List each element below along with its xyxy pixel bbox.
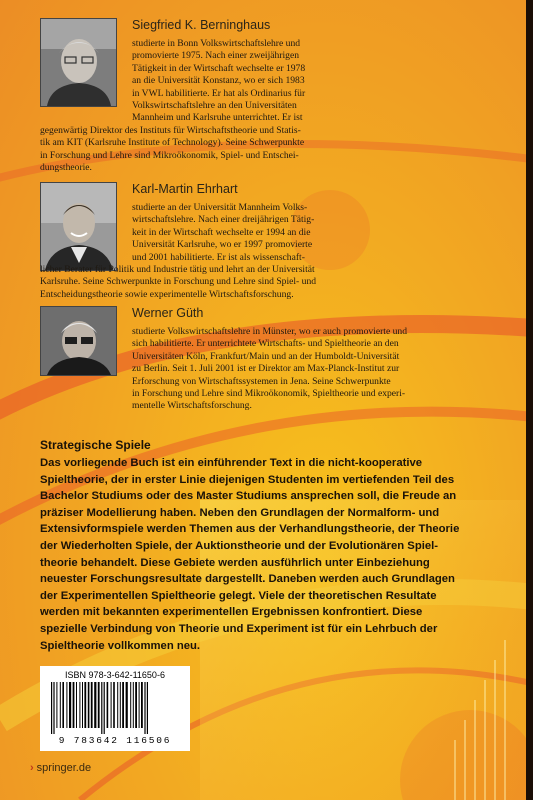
barcode-bar — [84, 682, 86, 728]
author-name: Werner Güth — [132, 306, 204, 320]
barcode-bar — [147, 682, 148, 734]
barcode-bar — [120, 682, 121, 728]
barcode-bar — [104, 682, 105, 734]
barcode-bar — [98, 682, 100, 728]
author-photo — [40, 18, 117, 107]
book-blurb: Das vorliegende Buch ist ein einführender Text in die nicht-kooperative Spieltheorie, der in erster Linie diejenigen Studenten im vertiefenden Teil des Bachelor Studiums oder des Master Studiums ansprechen soll, die Freude an präziser Modellierung haben. Neben den Grundlagen der Normalform- und Extensivformspiele werden Themen aus der Verhandlungstheorie, der Theorie der Wiederholten Spiele, der Auktionstheorie und der Evolutionären Spiel- theorie behandelt. Diese Gebiete werden ausführlich unter Einbeziehung neuester Forschungsresultate dargestellt. Daneben werden auch Grundlagen der Experimentellen Spieltheorie gelegt. Viele der theoretischen Resultate werden mit bekannten experimentellen Ergebnissen konfrontiert. Diese spezielle Verbindung von Theorie und Experiment ist für ein Lehrbuch der Spieltheorie vollkommen neu. — [40, 457, 460, 652]
publisher-url: springer.de — [36, 762, 92, 774]
barcode-bar — [62, 682, 64, 728]
barcode-bar — [117, 682, 118, 728]
springer-logo-icon: › — [30, 762, 34, 774]
barcode-bar — [135, 682, 137, 728]
book-title: Strategische Spiele — [40, 438, 151, 452]
barcode-bar — [94, 682, 96, 728]
barcode-bar — [133, 682, 134, 728]
barcode-bar — [88, 682, 90, 728]
author-block — [40, 18, 510, 180]
barcode-bar — [51, 682, 52, 734]
author-block — [40, 182, 510, 302]
barcode — [40, 666, 190, 751]
barcode-bar — [139, 682, 140, 728]
barcode-bars — [49, 682, 181, 734]
barcode-bar — [53, 682, 54, 734]
barcode-bar — [79, 682, 80, 728]
barcode-bar — [66, 682, 67, 728]
barcode-bar — [113, 682, 115, 728]
barcode-bar — [144, 682, 145, 734]
barcode-bar — [69, 682, 71, 728]
barcode-bar — [111, 682, 112, 728]
barcode-bar — [82, 682, 83, 728]
barcode-bar — [91, 682, 93, 728]
barcode-bar — [130, 682, 131, 728]
publisher-mark — [30, 762, 91, 774]
author-bio-wrap: licher Berater für Politik und Industrie tätig und lehrt an der Universität Karlsruhe. Seine Schwerpunkte in Forschung und Lehre sind Spiel- und Entscheidungstheorie sowie experimentelle Wirtschaftsforschung. — [40, 264, 317, 300]
author-name: Siegfried K. Berninghaus — [132, 18, 271, 32]
barcode-bar — [76, 682, 77, 728]
barcode-bar — [122, 682, 124, 728]
barcode-bar — [107, 682, 109, 728]
author-bio: studierte an der Universität Mannheim Volks- wirtschaftslehre. Nach einer dreijährigen Tätig- keit in der Wirtschaft wechselte er 1994 an die Universität Karlsruhe, wo er 1997 promovierte und 2001 habilitierte. Er ist als wissenschaft- — [132, 202, 315, 263]
author-bio: studierte Volkswirtschaftslehre in Münster, wo er auch promovierte und sich habilitierte. Er unterrichtete Wirtschafts- und Spieltheorie an den Universitäten Köln, Frankfurt/Main und an der Humboldt-Universität zu Berlin. Seit 1. Juli 2001 ist er Direktor am Max-Planck-Institut zur Erforschung von Wirtschaftssystemen in Jena. Seine Schwerpunkte in Forschung und Lehre sind Mikroökonomik, Spieltheorie und experi- mentelle Wirtschaftsforschung. — [132, 326, 408, 412]
author-block — [40, 306, 510, 426]
author-photo — [40, 306, 117, 376]
edge-shadow — [526, 0, 533, 800]
isbn-label: ISBN 978-3-642-11650-6 — [65, 670, 165, 680]
barcode-digits: 9 783642 116506 — [58, 735, 172, 746]
barcode-bar — [101, 682, 102, 734]
author-bio-wrap: gegenwärtig Direktor des Instituts für Wirtschaftstheorie und Statis- tik am KIT (Karlsruhe Institute of Technology). Seine Schwerpunkte in Forschung und Lehre sind Mikroökonomik, Spiel- und Entschei- dungstheorie. — [40, 125, 305, 174]
barcode-bar — [73, 682, 75, 728]
barcode-bar — [126, 682, 128, 728]
author-name: Karl-Martin Ehrhart — [132, 182, 238, 196]
barcode-bar — [60, 682, 61, 728]
author-bio: studierte in Bonn Volkswirtschaftslehre und promovierte 1975. Nach einer zweijährigen Tätigkeit in der Wirtschaft wechselte er 1978 an die Universität Konstanz, wo er sich 1983 in VWL habilitierte. Er hat als Ordinarius für Volkswirtschaftslehre an den Universitäten Mannheim und Karlsruhe unterrichtet. Er ist — [132, 38, 306, 124]
author-photo — [40, 182, 117, 271]
barcode-bar — [56, 682, 57, 728]
barcode-bar — [141, 682, 143, 728]
